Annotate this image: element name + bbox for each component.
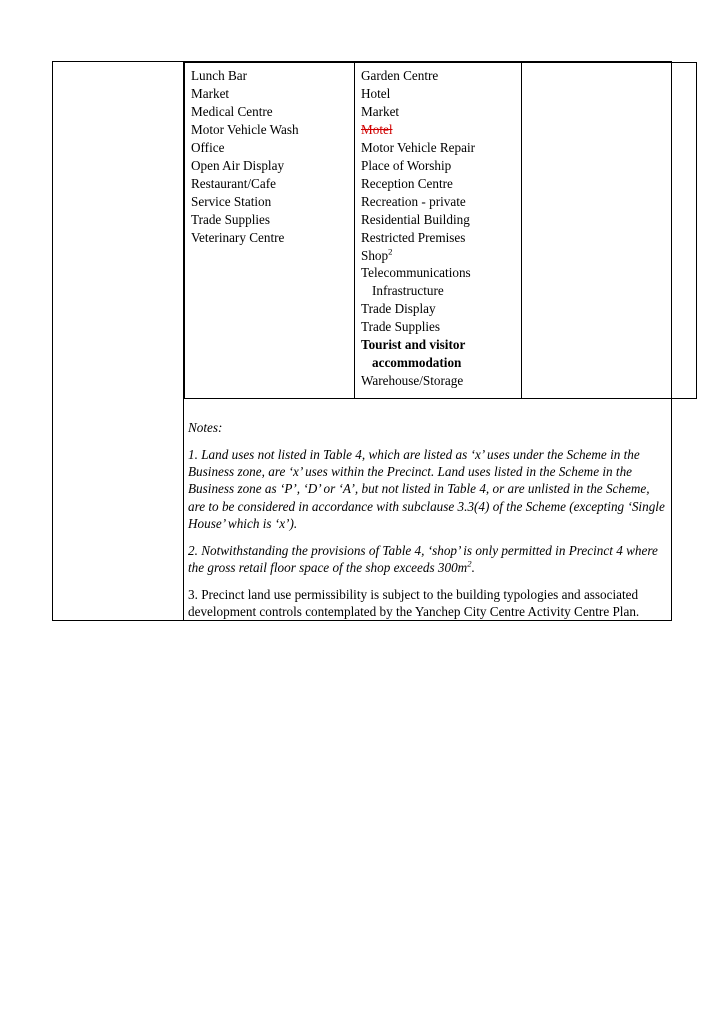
list-item: Telecommunications Infrastructure [361,265,471,299]
list-item: Service Station [191,193,272,209]
table-row [53,62,672,621]
note-2-text-tail: . [471,560,475,576]
list-item-shop [361,247,515,265]
list-item: Office [191,139,225,155]
land-use-table [184,62,697,399]
note-1: 1. Land uses not listed in Table 4, which are listed as ‘x’ uses under the Scheme in the Business zone, are ‘x’ uses within the Precinct. Land uses listed in the Scheme in the Business zone as ‘P’, ‘D’ or ‘A’, but not listed in Table 4, or are unlisted in the Scheme, are to be considered in accordance with subclause 3.3(4) of the Scheme (excepting ‘Single House’ which is ‘x’). [188,446,665,532]
land-use-column-b [355,63,522,399]
list-item-bold-tourist: Tourist and visitor accommodation [361,337,466,371]
land-use-column-a [185,63,355,399]
page-frame-table [52,61,672,621]
list-item-struck-motel: Motel [361,121,393,137]
note-2-text: 2. Notwithstanding the provisions of Table 4, ‘shop’ is only permitted in Precinct 4 where the gross retail floor space of the shop exceeds 300m [188,542,658,576]
list-item: Hotel [361,85,391,101]
list-item: Trade Supplies [191,211,271,227]
footnote-marker: 2 [388,246,393,257]
list-item: Open Air Display [191,157,285,173]
list-item-label: Shop [361,247,389,263]
list-item: Veterinary Centre [191,229,285,245]
list-item: Garden Centre [361,68,439,83]
land-use-list-b [361,67,515,390]
list-item: Warehouse/Storage [361,373,464,389]
list-item: Trade Display [361,301,436,317]
list-item: Market [361,103,400,119]
outer-content-cell [184,62,672,621]
list-item: Market [191,85,230,101]
list-item: Medical Centre [191,103,273,119]
list-item: Reception Centre [361,175,453,191]
list-item: Motor Vehicle Repair [361,139,476,155]
land-use-column-c [522,63,697,399]
list-item: Lunch Bar [191,68,248,83]
list-item: Restricted Premises [361,229,466,245]
list-item: Motor Vehicle Wash [191,121,299,137]
note-2 [188,542,667,577]
list-item: Trade Supplies [361,319,441,335]
table-row [185,63,697,399]
list-item: Recreation - private [361,193,466,209]
list-item: Residential Building [361,211,470,227]
note-3: 3. Precinct land use permissibility is subject to the building typologies and associated development controls contemplated by the Yanchep City Centre Activity Centre Plan. [188,586,640,619]
list-item: Restaurant/Cafe [191,175,276,191]
outer-left-empty-cell [53,62,184,621]
note-2-superscript: 2 [467,558,472,569]
list-item: Place of Worship [361,157,452,173]
notes-section [184,399,671,620]
land-use-list-a [191,67,348,247]
notes-heading: Notes: [188,420,223,436]
